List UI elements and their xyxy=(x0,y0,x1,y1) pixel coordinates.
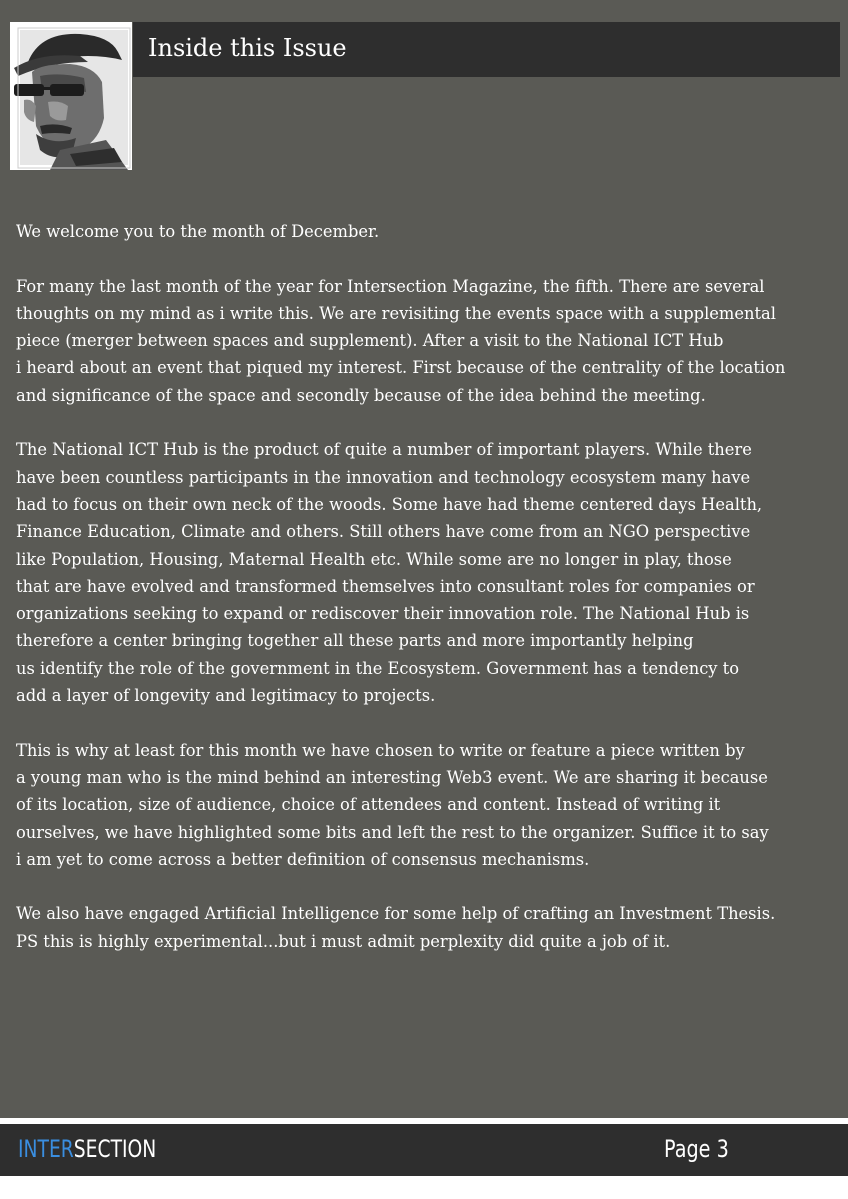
article-paragraph xyxy=(16,218,828,245)
article-line: add a layer of longevity and legitimacy to projects. xyxy=(16,686,436,706)
article-line: that are have evolved and transformed themselves into consultant roles for companies or xyxy=(16,576,755,596)
article-line: a young man who is the mind behind an interesting Web3 event. We are sharing it because xyxy=(16,767,768,787)
brand-logo xyxy=(18,1135,156,1163)
article-paragraph xyxy=(16,273,828,409)
article-line: i heard about an event that piqued my interest. First because of the centrality of the location xyxy=(16,358,786,378)
article-line: us identify the role of the government in the Ecosystem. Government has a tendency to xyxy=(16,658,740,678)
footer-bar xyxy=(0,1124,848,1176)
article-line: had to focus on their own neck of the woods. Some have had theme centered days Health, xyxy=(16,494,763,514)
article-line: thoughts on my mind as i write this. We are revisiting the events space with a supplemental xyxy=(16,303,776,323)
article-line: We welcome you to the month of December. xyxy=(16,222,380,241)
article-line: This is why at least for this month we have chosen to write or feature a piece written by xyxy=(16,740,745,760)
article-line: of its location, size of audience, choice of attendees and content. Instead of writing it xyxy=(16,795,721,815)
article-line: piece (merger between spaces and supplement). After a visit to the National ICT Hub xyxy=(16,331,724,351)
article-line: organizations seeking to expand or rediscover their innovation role. The National Hub is xyxy=(16,604,750,624)
article-line: PS this is highly experimental...but i must admit perplexity did quite a job of it. xyxy=(16,931,671,951)
article-line: We also have engaged Artificial Intelligence for some help of crafting an Investment Thesis. xyxy=(16,904,776,924)
article-line: The National ICT Hub is the product of quite a number of important players. While there xyxy=(16,440,752,460)
article-line: For many the last month of the year for Intersection Magazine, the fifth. There are several xyxy=(16,276,765,296)
article-line: Finance Education, Climate and others. Still others have come from an NGO perspective xyxy=(16,522,751,542)
brand-logo-part2: SECTION xyxy=(73,1135,157,1163)
author-portrait-icon xyxy=(10,22,132,170)
article-line: like Population, Housing, Maternal Health etc. While some are no longer in play, those xyxy=(16,549,732,569)
article-paragraph xyxy=(16,737,828,873)
article-paragraph xyxy=(16,900,828,955)
article-line: therefore a center bringing together all these parts and more importantly helping xyxy=(16,631,694,651)
brand-logo-part1: INTER xyxy=(18,1135,74,1163)
article-line: and significance of the space and secondly because of the idea behind the meeting. xyxy=(16,385,706,405)
article-line: i am yet to come across a better definition of consensus mechanisms. xyxy=(16,849,590,869)
article-body xyxy=(16,218,828,982)
article-line: have been countless participants in the innovation and technology ecosystem many have xyxy=(16,467,751,487)
article-paragraph xyxy=(16,436,828,709)
page-title: Inside this Issue xyxy=(148,34,347,62)
header-bar xyxy=(133,22,840,77)
article-line: ourselves, we have highlighted some bits and left the rest to the organizer. Suffice it to say xyxy=(16,822,769,842)
page-number: Page 3 xyxy=(664,1135,729,1163)
